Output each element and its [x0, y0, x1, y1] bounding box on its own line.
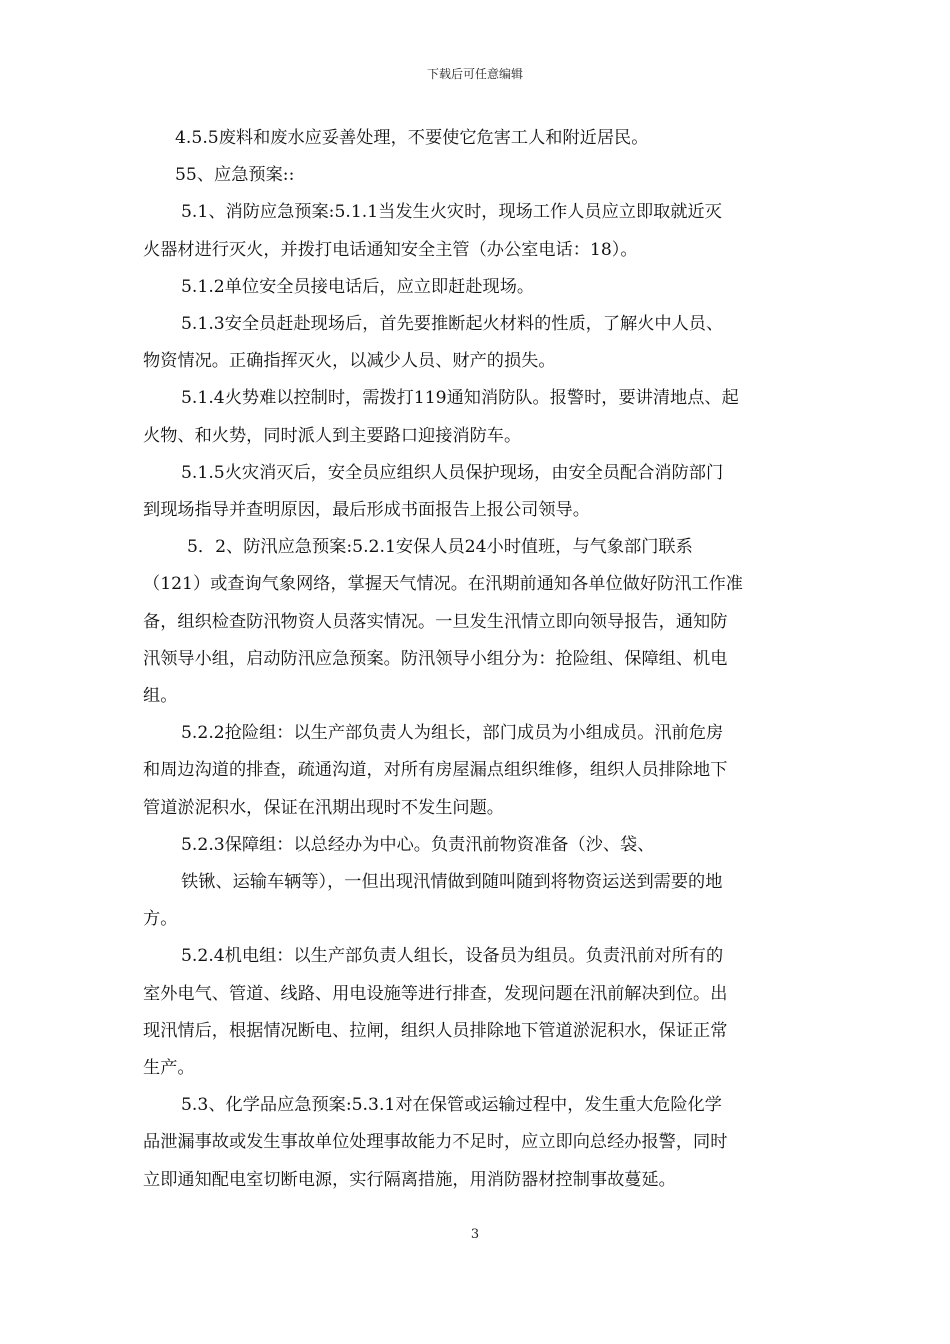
page-number: 3 [470, 1227, 480, 1242]
text-line: 汛领导小组，启动防汛应急预案。防汛领导小组分为：抢险组、保障组、机电 [143, 648, 728, 669]
text-line: 室外电气、管道、线路、用电设施等进行排查，发现问题在汛前解决到位。出 [143, 983, 728, 1004]
text-line: 现汛情后，根据情况断电、拉闸，组织人员排除地下管道淤泥积水，保证正常 [143, 1020, 728, 1041]
text-line: （121）或查询气象网络，掌握天气情况。在汛期前通知各单位做好防汛工作准 [143, 574, 743, 595]
text-line: 到现场指导并查明原因，最后形成书面报告上报公司领导。 [143, 500, 590, 521]
page-footer [0, 1227, 950, 1243]
text-line: 5.1、消防应急预案:5.1.1当发生火灾时，现场工作人员应立即取就近灭 [181, 202, 722, 223]
text-line: 55、应急预案:: [175, 165, 295, 186]
text-line: 4.5.5废料和废水应妥善处理，不要使它危害工人和附近居民。 [175, 128, 649, 148]
text-line: 5.2.4机电组：以生产部负责人组长，设备员为组员。负责汛前对所有的 [181, 946, 724, 967]
text-line: 5.3、化学品应急预案:5.3.1对在保管或运输过程中，发生重大危险化学 [181, 1095, 722, 1116]
header-note: 下载后可任意编辑 [426, 67, 523, 81]
text-line: 和周边沟道的排查，疏通沟道，对所有房屋漏点组织维修，组织人员排除地下 [143, 760, 728, 781]
text-line: 5.2.3保障组：以总经办为中心。负责汛前物资准备（沙、袋、 [181, 834, 655, 855]
text-line: 铁锹、运输车辆等），一但出现汛情做到随叫随到将物资运送到需要的地 [181, 872, 723, 893]
text-line: 火物、和火势，同时派人到主要路口迎接消防车。 [143, 425, 522, 446]
text-line: 火器材进行灭火，并拨打电话通知安全主管（办公室电话：18）。 [143, 239, 638, 260]
document-body [143, 120, 813, 1199]
text-line: 立即通知配电室切断电源，实行隔离措施，用消防器材控制事故蔓延。 [143, 1169, 676, 1190]
text-line: 5.1.5火灾消灭后，安全员应组织人员保护现场，由安全员配合消防部门 [181, 462, 724, 483]
text-line: 品泄漏事故或发生事故单位处理事故能力不足时，应立即向总经办报警，同时 [143, 1132, 728, 1153]
text-line: 5.1.3安全员赶赴现场后，首先要推断起火材料的性质，了解火中人员、 [181, 314, 724, 335]
text-line: 5.1.2单位安全员接电话后，应立即赶赴现场。 [181, 276, 535, 297]
text-line: 组。 [143, 686, 178, 707]
text-line: 方。 [143, 909, 178, 930]
text-line: 物资情况。正确指挥灭火，以减少人员、财产的损失。 [143, 351, 556, 372]
page-header [0, 66, 950, 82]
text-line: 5.2.2抢险组：以生产部负责人为组长，部门成员为小组成员。汛前危房 [181, 723, 724, 744]
text-line: 5．2、防汛应急预案:5.2.1安保人员24小时值班，与气象部门联系 [187, 537, 693, 558]
text-line: 管道淤泥积水，保证在汛期出现时不发生问题。 [143, 797, 504, 818]
text-line: 生产。 [143, 1058, 195, 1079]
text-line: 备，组织检查防汛物资人员落实情况。一旦发生汛情立即向领导报告，通知防 [143, 611, 728, 632]
text-line: 5.1.4火势难以控制时，需拨打119通知消防队。报警时，要讲清地点、起 [181, 388, 739, 409]
